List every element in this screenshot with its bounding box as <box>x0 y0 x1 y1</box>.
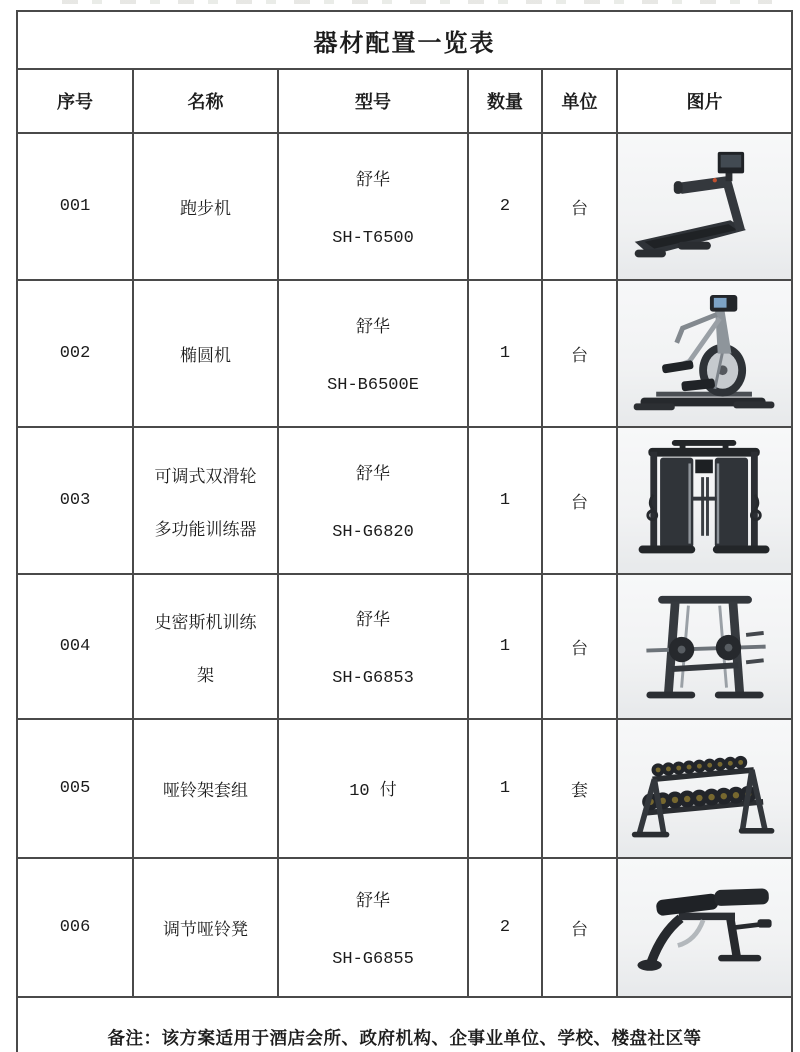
name-cell: 调节哑铃凳 <box>133 858 278 997</box>
table-title: 器材配置一览表 <box>17 11 792 69</box>
unit-cell: 台 <box>542 280 617 427</box>
picture-cell <box>617 574 792 719</box>
serial-cell: 006 <box>17 858 133 997</box>
serial-cell: 002 <box>17 280 133 427</box>
qty-cell: 2 <box>468 858 542 997</box>
name-cell: 可调式双滑轮 多功能训练器 <box>133 427 278 574</box>
serial-cell: 005 <box>17 719 133 858</box>
col-header-qty: 数量 <box>468 69 542 133</box>
col-header-unit: 单位 <box>542 69 617 133</box>
unit-cell: 台 <box>542 427 617 574</box>
unit-cell: 套 <box>542 719 617 858</box>
model-cell: 舒华 SH-G6853 <box>278 574 468 719</box>
page-top-artifact <box>62 0 772 4</box>
table-row <box>17 719 792 858</box>
footer-row <box>17 997 792 1052</box>
qty-cell: 1 <box>468 574 542 719</box>
picture-cell <box>617 280 792 427</box>
footer-note: 备注：该方案适用于酒店会所、政府机构、企事业单位、学校、楼盘社区等 <box>17 997 792 1052</box>
model-cell: 舒华 SH-B6500E <box>278 280 468 427</box>
adjustable-bench-image <box>618 859 791 996</box>
table-row <box>17 427 792 574</box>
picture-cell <box>617 858 792 997</box>
model-cell: 10 付 <box>278 719 468 858</box>
picture-cell <box>617 427 792 574</box>
table-row <box>17 133 792 280</box>
model-cell: 舒华 SH-G6820 <box>278 427 468 574</box>
functional-trainer-image <box>618 428 791 573</box>
col-header-picture: 图片 <box>617 69 792 133</box>
serial-cell: 003 <box>17 427 133 574</box>
elliptical-image <box>618 281 791 426</box>
equipment-table <box>16 10 793 1052</box>
unit-cell: 台 <box>542 858 617 997</box>
dumbbell-rack-image <box>618 720 791 857</box>
serial-cell: 001 <box>17 133 133 280</box>
serial-cell: 004 <box>17 574 133 719</box>
name-cell: 哑铃架套组 <box>133 719 278 858</box>
qty-cell: 1 <box>468 280 542 427</box>
model-cell: 舒华 SH-G6855 <box>278 858 468 997</box>
header-row <box>17 69 792 133</box>
unit-cell: 台 <box>542 133 617 280</box>
name-cell: 椭圆机 <box>133 280 278 427</box>
qty-cell: 1 <box>468 719 542 858</box>
name-cell: 史密斯机训练 架 <box>133 574 278 719</box>
name-cell: 跑步机 <box>133 133 278 280</box>
col-header-serial: 序号 <box>17 69 133 133</box>
qty-cell: 1 <box>468 427 542 574</box>
table-row <box>17 858 792 997</box>
table-row <box>17 280 792 427</box>
picture-cell <box>617 719 792 858</box>
col-header-name: 名称 <box>133 69 278 133</box>
col-header-model: 型号 <box>278 69 468 133</box>
table-row <box>17 574 792 719</box>
qty-cell: 2 <box>468 133 542 280</box>
smith-machine-image <box>618 575 791 718</box>
picture-cell <box>617 133 792 280</box>
unit-cell: 台 <box>542 574 617 719</box>
model-cell: 舒华 SH-T6500 <box>278 133 468 280</box>
treadmill-image <box>618 134 791 279</box>
title-row <box>17 11 792 69</box>
